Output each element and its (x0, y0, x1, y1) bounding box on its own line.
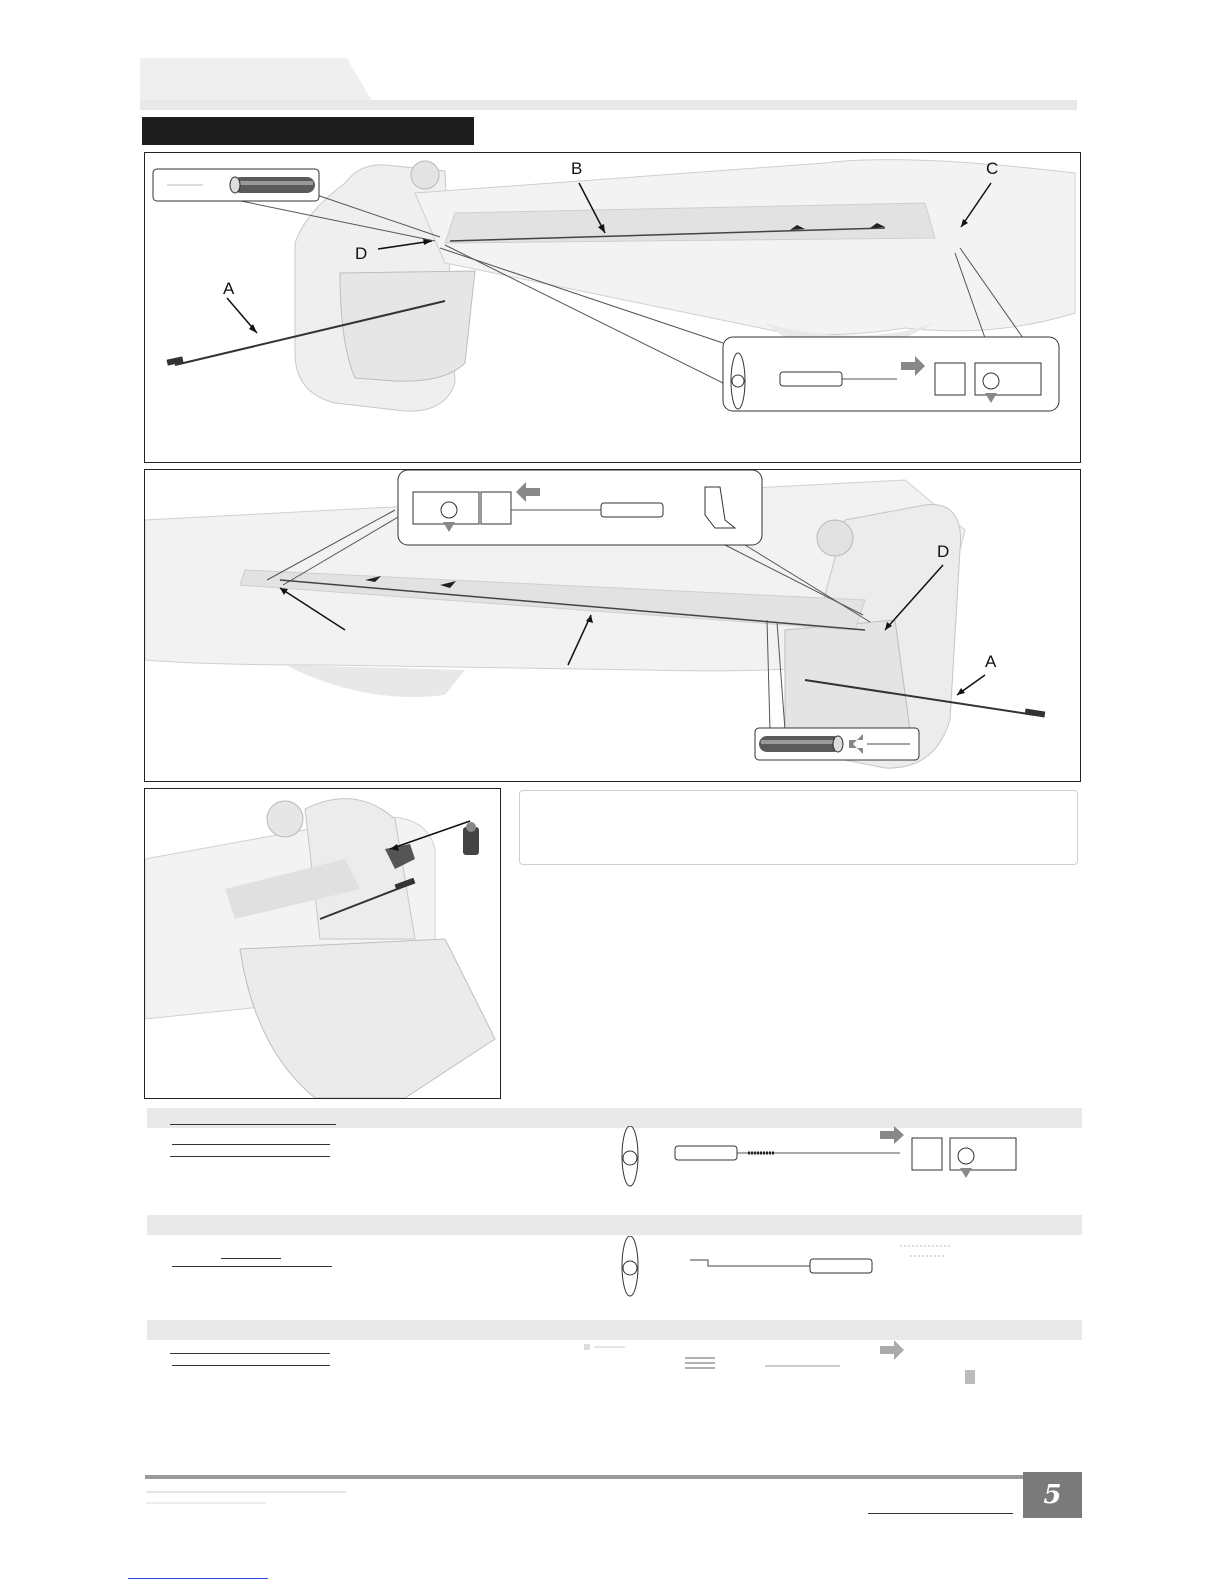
header-tab (140, 58, 375, 106)
step-3-underline-b (172, 1365, 330, 1366)
fuselage-bottom-illustration (145, 470, 1080, 781)
step-1-underline-a (170, 1124, 336, 1125)
step-1-underline-b (172, 1144, 330, 1145)
tail-detail-illustration (145, 789, 500, 1098)
page-number: 5 (1023, 1472, 1082, 1518)
header-rule (140, 100, 1077, 110)
footer-faint-text (146, 1487, 346, 1509)
footer-underline (868, 1513, 1013, 1514)
tail-detail-panel (144, 788, 501, 1099)
section-title-bar (142, 117, 474, 145)
step-bar-3 (147, 1320, 1082, 1340)
callout-a: A (223, 279, 235, 298)
step-3-diagram (580, 1340, 1000, 1390)
step-bar-2 (147, 1215, 1082, 1235)
step-bar-1 (147, 1108, 1082, 1128)
step-2-diagram (610, 1236, 970, 1306)
step-1-underline-c (170, 1156, 330, 1157)
callout-d-middle: D (937, 542, 950, 561)
top-diagram-panel (144, 152, 1081, 463)
step-2-underline-a (221, 1258, 281, 1259)
bottom-link-underline[interactable] (128, 1578, 268, 1579)
step-1-diagram (610, 1126, 1040, 1196)
step-3-underline-a (170, 1353, 330, 1354)
step-2-underline-b (172, 1266, 332, 1267)
note-box (519, 790, 1078, 865)
callout-d: D (355, 244, 368, 263)
callout-a-middle: A (985, 652, 997, 671)
footer-rule (145, 1475, 1082, 1479)
callout-b: B (571, 159, 583, 178)
callout-c: C (986, 159, 999, 178)
middle-diagram-panel (144, 469, 1081, 782)
fuselage-top-illustration (145, 153, 1080, 462)
